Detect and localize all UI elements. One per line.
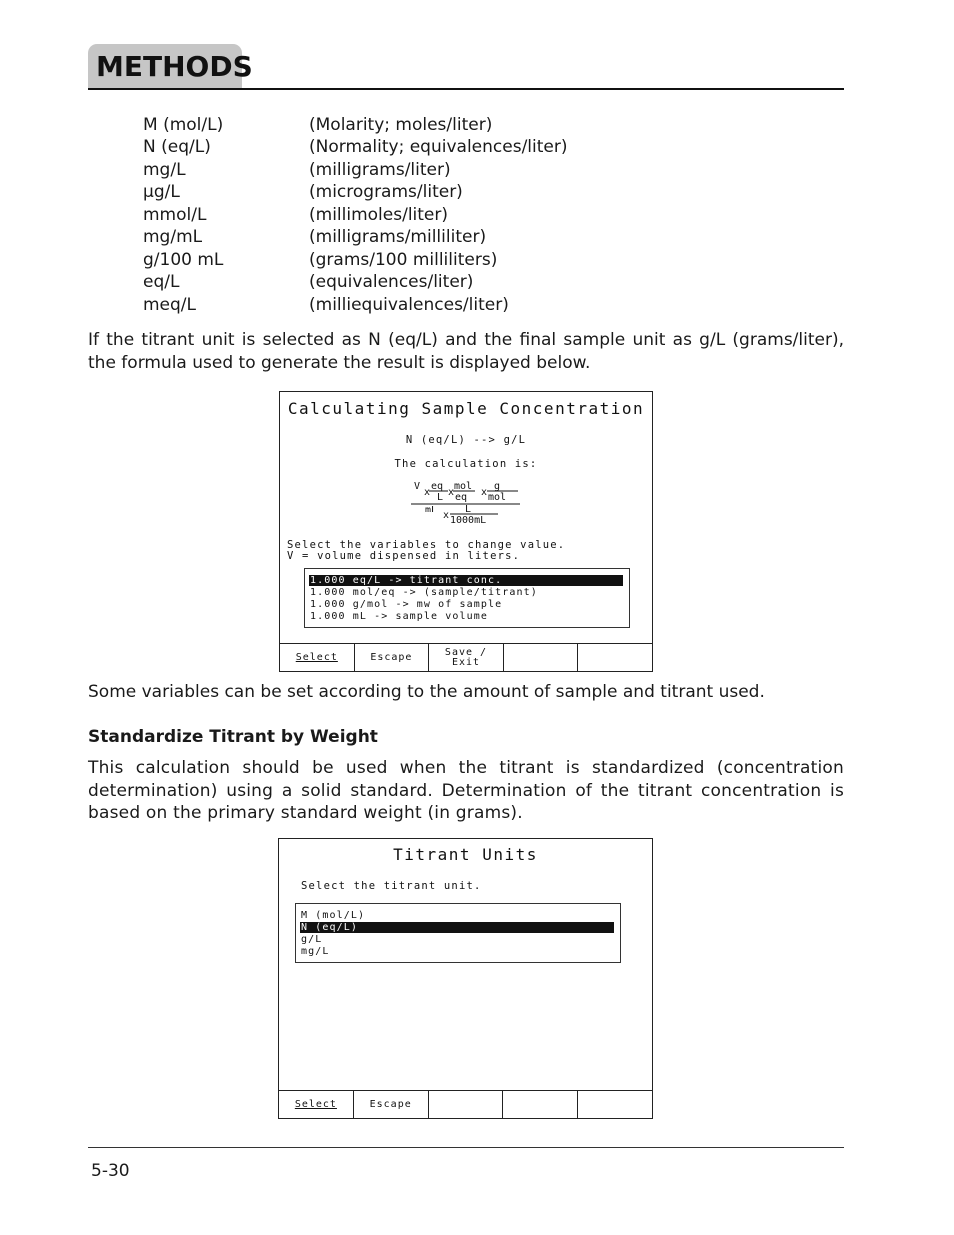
unit-code: mg/mL bbox=[143, 227, 203, 247]
option-grams-per-liter[interactable]: g/L bbox=[301, 934, 323, 945]
screen-title: Titrant Units bbox=[393, 845, 538, 864]
titrant-units-screen bbox=[278, 838, 653, 1119]
unit-code: g/100 mL bbox=[143, 250, 224, 270]
instruction-text: Select the variables to change value. bbox=[287, 539, 566, 551]
variable-item-titrant-conc[interactable]: 1.000 eq/L -> titrant conc. bbox=[309, 575, 623, 586]
calculation-label: The calculation is: bbox=[394, 458, 538, 470]
variable-item-sample-volume[interactable]: 1.000 mL -> sample volume bbox=[310, 611, 489, 622]
option-milligrams-per-liter[interactable]: mg/L bbox=[301, 946, 330, 957]
blank-softkey[interactable] bbox=[578, 644, 652, 671]
instruction-text: Select the titrant unit. bbox=[301, 880, 482, 892]
variable-item-sample-titrant[interactable]: 1.000 mol/eq -> (sample/titrant) bbox=[310, 587, 538, 598]
formula-eq: eq bbox=[431, 481, 444, 492]
screen-title: Calculating Sample Concentration bbox=[287, 399, 645, 418]
unit-code: N (eq/L) bbox=[143, 137, 211, 157]
unit-description: (millimoles/liter) bbox=[309, 205, 449, 225]
formula-mol: mol bbox=[454, 481, 473, 492]
select-softkey[interactable] bbox=[280, 644, 355, 671]
unit-description: (grams/100 milliliters) bbox=[309, 250, 498, 270]
section-paragraph: This calculation should be used when the titrant is standardized (concentration determination) using a solid standard. Determination of the titrant concentration is based on the primary standard weight (in grams). bbox=[88, 758, 844, 823]
blank-softkey[interactable] bbox=[504, 644, 579, 671]
softkey-label: Select bbox=[294, 1098, 337, 1110]
unit-option-list bbox=[295, 903, 621, 963]
unit-description: (equivalences/liter) bbox=[309, 272, 474, 292]
section-heading: Standardize Titrant by Weight bbox=[88, 727, 378, 747]
formula-eq-denominator: eq bbox=[455, 492, 468, 503]
formula-ml: mL bbox=[425, 505, 438, 512]
escape-softkey[interactable] bbox=[354, 1091, 429, 1118]
formula-1000ml: 1000mL bbox=[450, 515, 487, 526]
formula-times: x bbox=[424, 487, 431, 498]
unit-code: µg/L bbox=[143, 182, 180, 202]
softkey-label: Save / Exit bbox=[444, 646, 488, 668]
formula-times: x bbox=[443, 510, 450, 521]
softkey-label: Select bbox=[295, 651, 338, 663]
section-title: METHODS bbox=[88, 44, 242, 88]
option-molarity[interactable]: M (mol/L) bbox=[301, 910, 366, 921]
formula-mol-denominator: mol bbox=[488, 492, 507, 503]
variable-list bbox=[304, 568, 630, 628]
unit-description: (micrograms/liter) bbox=[309, 182, 463, 202]
formula-l-numerator: L bbox=[465, 504, 472, 515]
formula-times: x bbox=[481, 487, 488, 498]
calculation-screen bbox=[279, 391, 653, 672]
softkey-label: Escape bbox=[370, 651, 413, 663]
unit-description: (Normality; equivalences/liter) bbox=[309, 137, 568, 157]
variable-item-mw-of-sample[interactable]: 1.000 g/mol -> mw of sample bbox=[310, 599, 503, 610]
select-softkey[interactable] bbox=[279, 1091, 354, 1118]
formula-v: V bbox=[414, 481, 421, 492]
unit-description: (milligrams/liter) bbox=[309, 160, 451, 180]
unit-code: meq/L bbox=[143, 295, 197, 315]
unit-description: (Molarity; moles/liter) bbox=[309, 115, 493, 135]
formula-times: x bbox=[448, 487, 455, 498]
body-paragraph: Some variables can be set according to the amount of sample and titrant used. bbox=[88, 682, 765, 702]
unit-code: eq/L bbox=[143, 272, 180, 292]
save-exit-softkey[interactable] bbox=[429, 644, 504, 671]
formula-g: g bbox=[494, 481, 501, 492]
unit-description: (milligrams/milliliter) bbox=[309, 227, 487, 247]
formula-l: L bbox=[437, 492, 444, 503]
conversion-label: N (eq/L) --> g/L bbox=[405, 434, 527, 446]
blank-softkey[interactable] bbox=[578, 1091, 652, 1118]
softkey-bar bbox=[279, 1090, 652, 1118]
blank-softkey[interactable] bbox=[429, 1091, 504, 1118]
footer-rule bbox=[88, 1147, 844, 1148]
unit-code: M (mol/L) bbox=[143, 115, 224, 135]
softkey-label: Escape bbox=[369, 1098, 412, 1110]
blank-softkey[interactable] bbox=[503, 1091, 578, 1118]
option-normality[interactable]: N (eq/L) bbox=[300, 922, 614, 933]
unit-code: mmol/L bbox=[143, 205, 207, 225]
escape-softkey[interactable] bbox=[355, 644, 430, 671]
softkey-bar bbox=[280, 643, 652, 671]
unit-code: mg/L bbox=[143, 160, 186, 180]
instruction-text: V = volume dispensed in liters. bbox=[287, 550, 521, 562]
unit-description: (milliequivalences/liter) bbox=[309, 295, 509, 315]
page-number: 5-30 bbox=[91, 1161, 130, 1181]
intro-paragraph: If the titrant unit is selected as N (eq/L) and the final sample unit as g/L (grams/liter), the formula used to generate the result is displayed below. bbox=[88, 330, 844, 373]
header-rule bbox=[88, 88, 844, 90]
